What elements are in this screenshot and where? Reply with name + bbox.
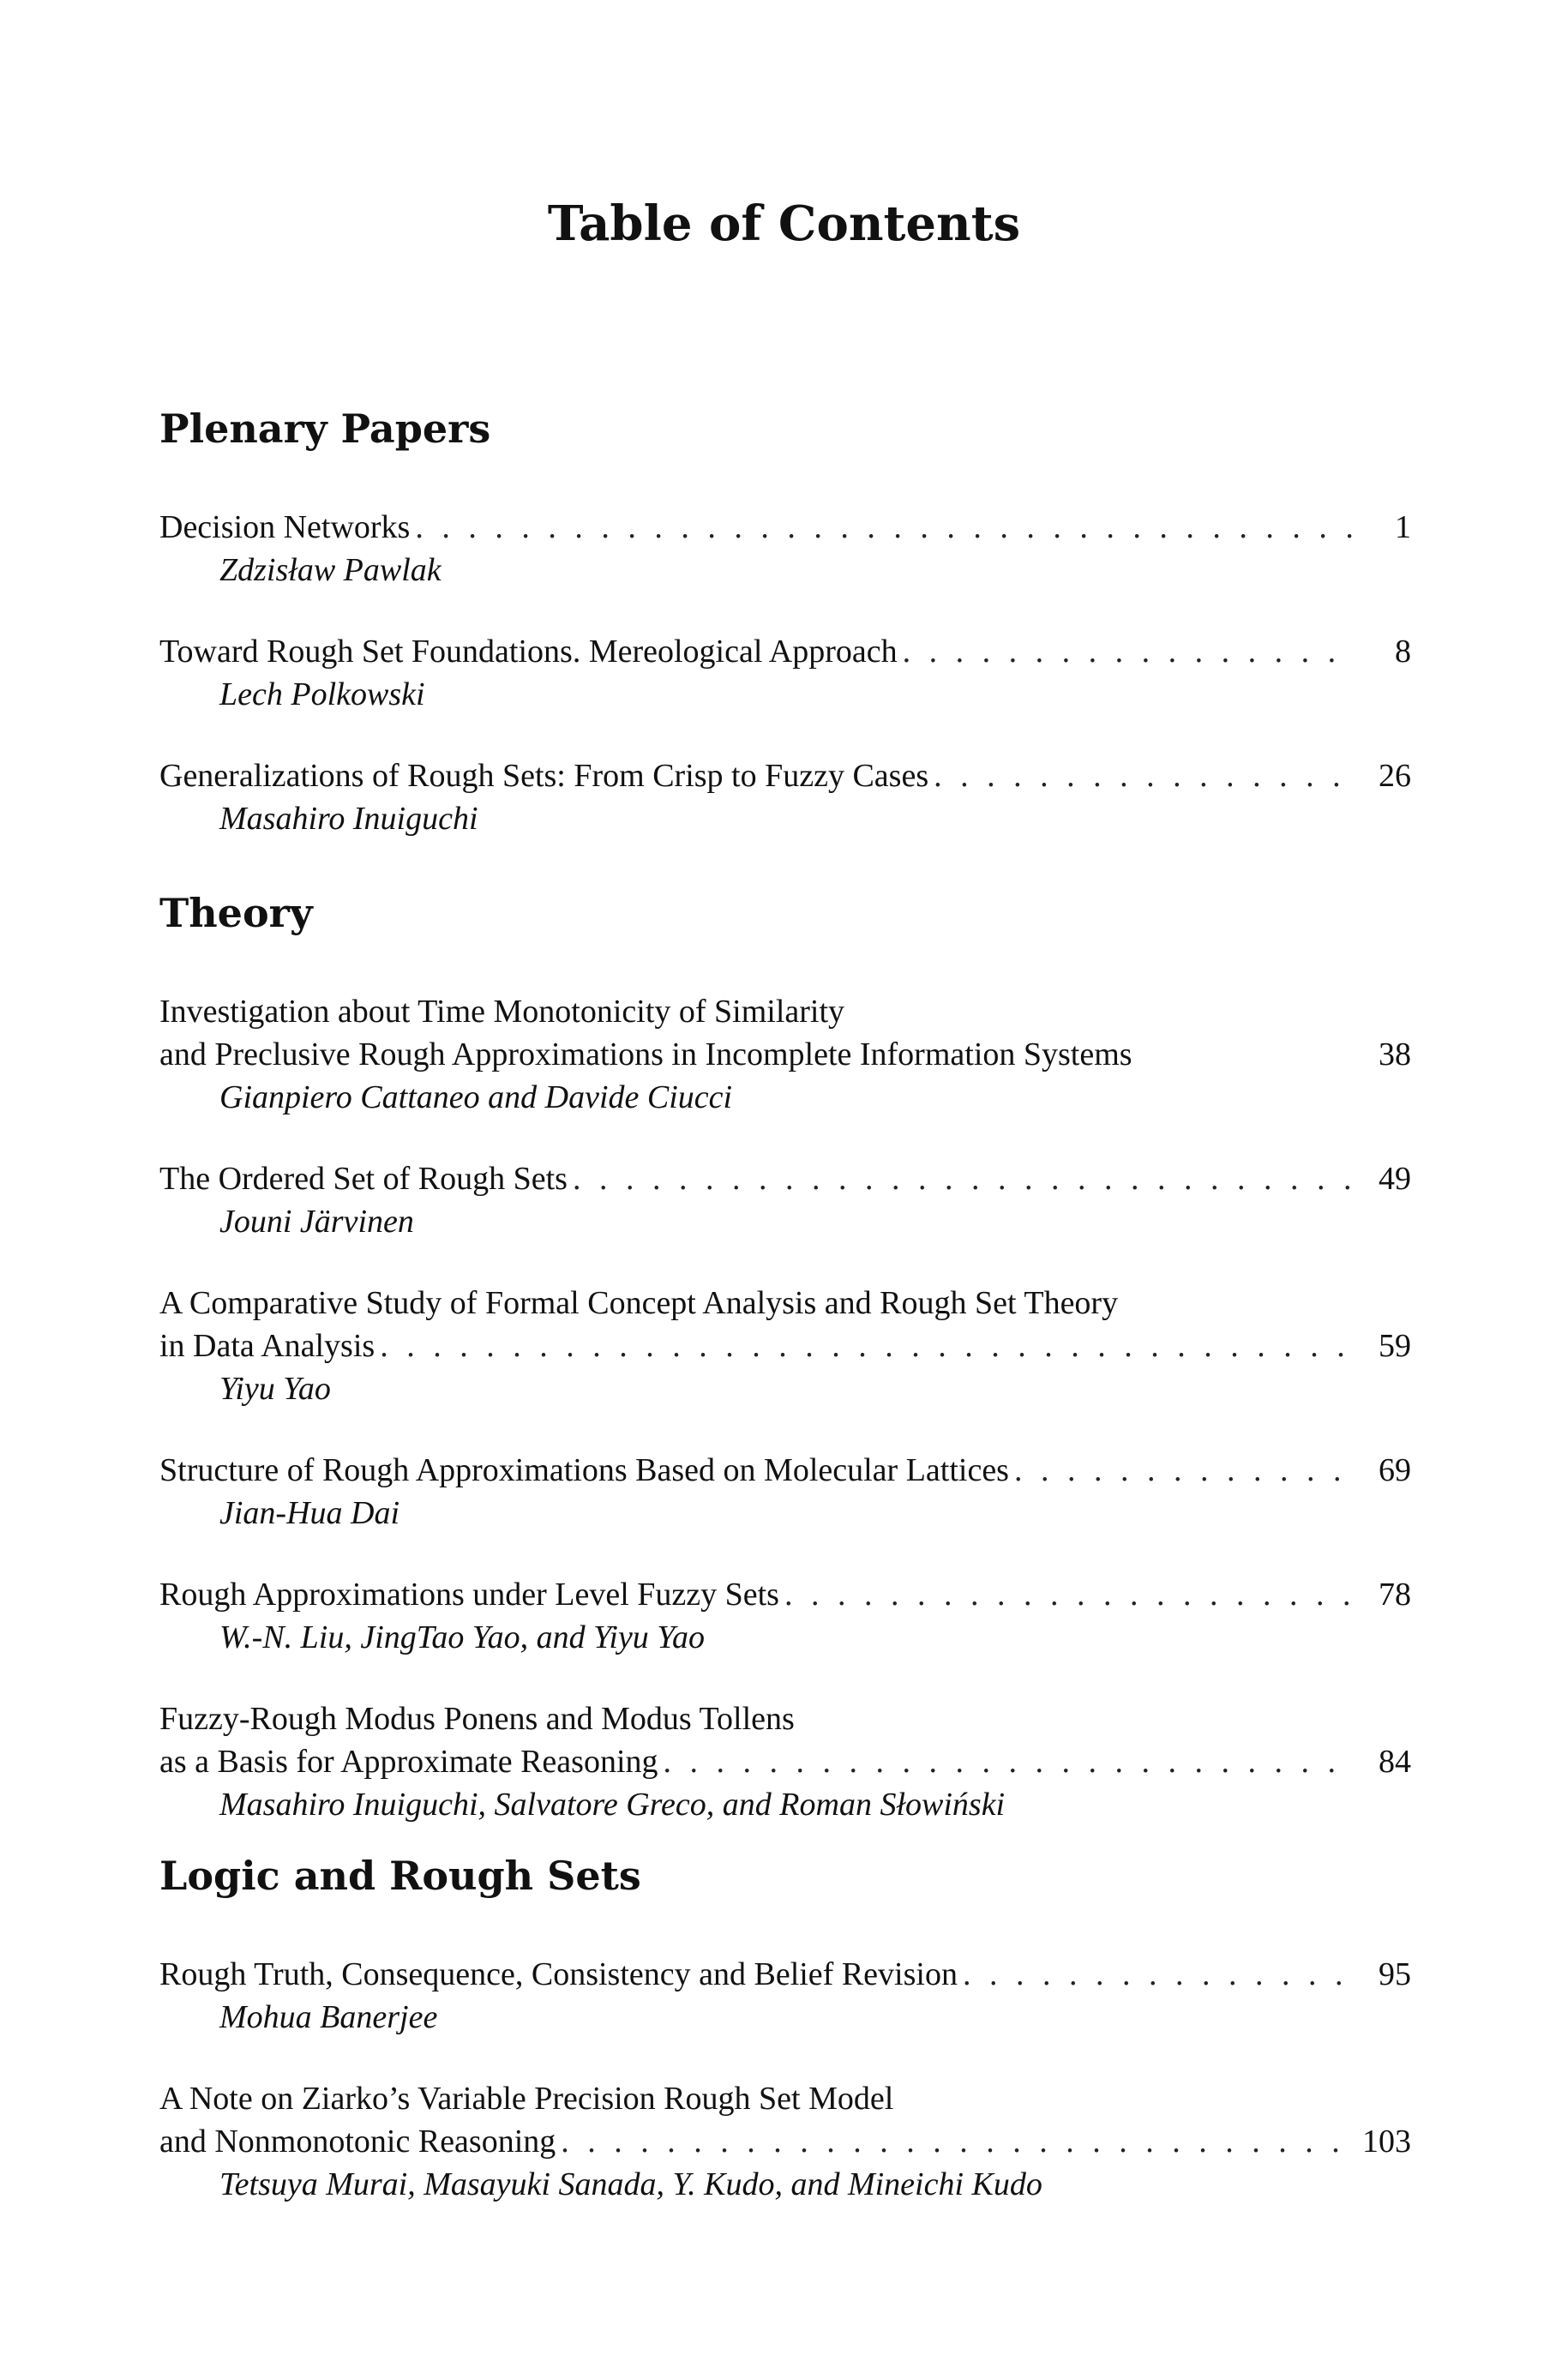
section-title: Plenary Papers [159, 406, 491, 452]
entry-authors: Masahiro Inuiguchi, Salvatore Greco, and Roman Słowiński [219, 1787, 1006, 1823]
page-number: 49 [1379, 1161, 1411, 1197]
section-title: Theory [159, 890, 313, 936]
entry-authors: Zdzisław Pawlak [219, 552, 442, 588]
entry-title-line1: Fuzzy-Rough Modus Ponens and Modus Tollens [159, 1701, 795, 1737]
dot-leader [903, 630, 1355, 673]
dot-leader [561, 2120, 1355, 2163]
dot-leader [380, 1325, 1355, 1367]
entry-title: and Nonmonotonic Reasoning [159, 2124, 556, 2160]
entry-authors: Gianpiero Cattaneo and Davide Ciucci [219, 1079, 733, 1115]
dot-leader [963, 1953, 1355, 1996]
entry-title: Toward Rough Set Foundations. Mereological Approach [159, 634, 898, 670]
page-number: 78 [1379, 1577, 1411, 1613]
entry-authors: Masahiro Inuiguchi [219, 801, 478, 837]
entry-authors: Lech Polkowski [219, 676, 425, 712]
entry-title: in Data Analysis [159, 1328, 375, 1364]
entry-title-line1: A Comparative Study of Formal Concept Analysis and Rough Set Theory [159, 1285, 1119, 1321]
page-number: 59 [1379, 1328, 1411, 1364]
entry-authors: Mohua Banerjee [219, 1999, 438, 2035]
toc-entry[interactable] [159, 990, 1411, 1119]
toc-entry[interactable] [159, 1449, 1411, 1535]
entry-title: Structure of Rough Approximations Based on Molecular Lattices [159, 1452, 1009, 1488]
page-title: Table of Contents [547, 195, 1021, 252]
section-logic-and-rough-sets [159, 1850, 1411, 2244]
dot-leader [934, 754, 1355, 797]
page-number: 8 [1395, 634, 1411, 670]
toc-entry[interactable] [159, 1953, 1411, 2039]
entry-authors: W.-N. Liu, JingTao Yao, and Yiyu Yao [219, 1619, 705, 1655]
section-theory [159, 887, 1411, 1865]
page-number: 38 [1379, 1036, 1411, 1072]
section-plenary-papers [159, 403, 1411, 879]
entry-authors: Tetsuya Murai, Masayuki Sanada, Y. Kudo, and Mineichi Kudo [219, 2166, 1042, 2202]
page-number: 84 [1379, 1744, 1411, 1780]
entry-title: Generalizations of Rough Sets: From Crisp to Fuzzy Cases [159, 758, 929, 794]
page-number: 1 [1395, 509, 1411, 545]
dot-leader [1014, 1449, 1355, 1492]
entry-title: Decision Networks [159, 509, 411, 545]
toc-entry[interactable] [159, 2077, 1411, 2206]
dot-leader [573, 1157, 1355, 1200]
page-number: 69 [1379, 1452, 1411, 1488]
entry-title: and Preclusive Rough Approximations in Incomplete Information Systems [159, 1036, 1132, 1072]
entry-title: Rough Approximations under Level Fuzzy Sets [159, 1577, 779, 1613]
entry-authors: Jian-Hua Dai [219, 1495, 400, 1531]
dot-leader [415, 506, 1355, 549]
toc-entry[interactable] [159, 506, 1411, 592]
entry-authors: Yiyu Yao [219, 1371, 331, 1407]
page-number: 103 [1362, 2124, 1411, 2160]
entry-title-line1: A Note on Ziarko’s Variable Precision Rough Set Model [159, 2081, 894, 2117]
toc-entry[interactable] [159, 1573, 1411, 1659]
entry-authors: Jouni Järvinen [219, 1204, 414, 1240]
page-number: 95 [1379, 1956, 1411, 1992]
entry-title: Rough Truth, Consequence, Consistency and Belief Revision [159, 1956, 958, 1992]
entry-title: as a Basis for Approximate Reasoning [159, 1744, 658, 1780]
dot-leader [784, 1573, 1355, 1616]
toc-entry[interactable] [159, 1157, 1411, 1243]
toc-entry[interactable] [159, 1697, 1411, 1826]
page-number: 26 [1379, 758, 1411, 794]
toc-entry[interactable] [159, 630, 1411, 716]
toc-entry[interactable] [159, 1282, 1411, 1410]
entry-title: The Ordered Set of Rough Sets [159, 1161, 568, 1197]
toc-entry[interactable] [159, 754, 1411, 840]
section-title: Logic and Rough Sets [159, 1853, 641, 1899]
dot-leader [664, 1740, 1355, 1783]
entry-title-line1: Investigation about Time Monotonicity of Similarity [159, 994, 845, 1030]
